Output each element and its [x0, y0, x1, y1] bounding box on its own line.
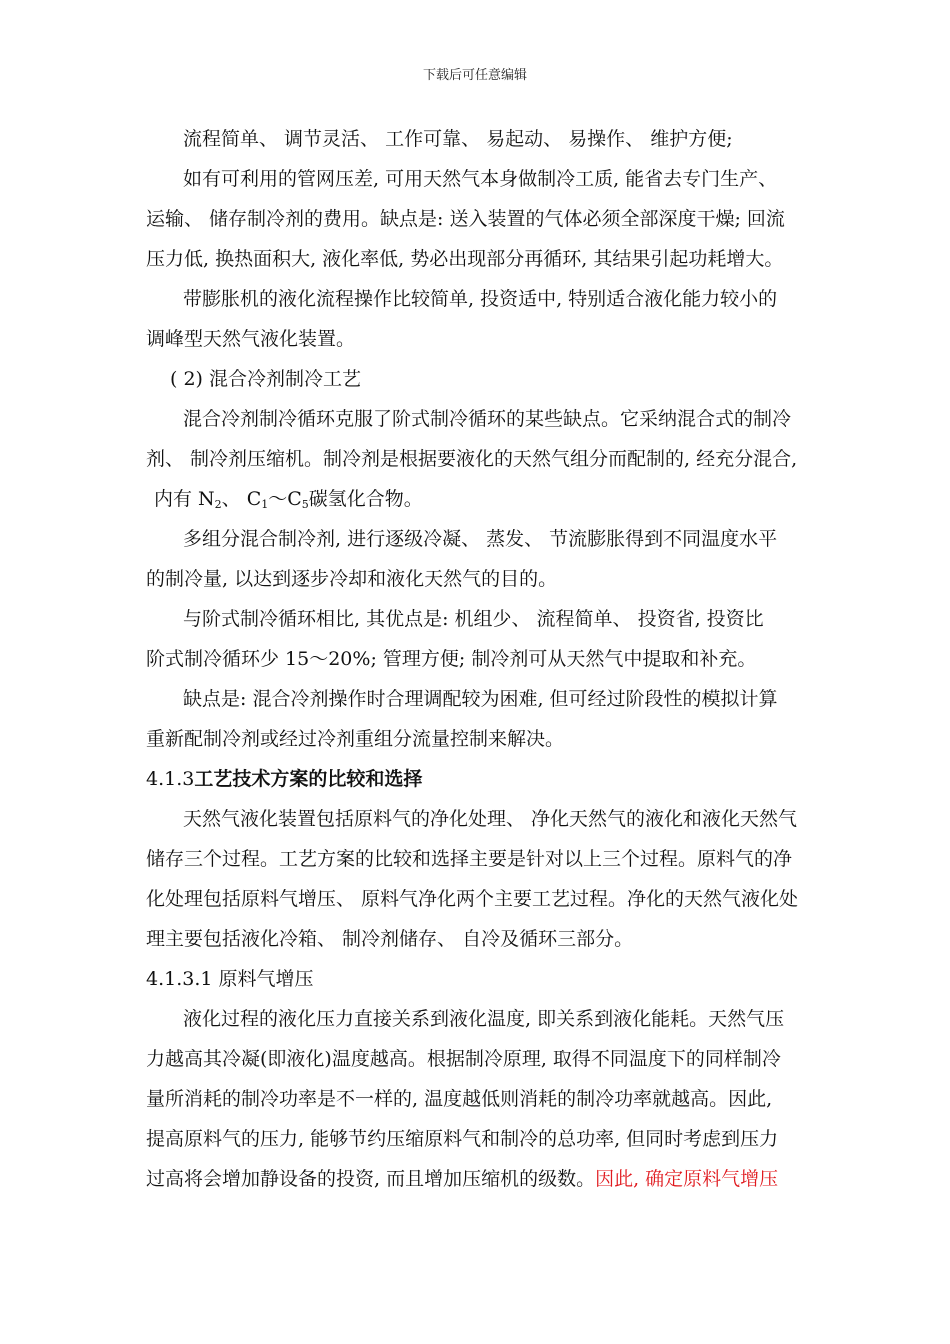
subscript: 2: [214, 498, 222, 511]
paragraph-line: 缺点是: 混合冷剂操作时合理调配较为困难, 但可经过阶段性的模拟计算: [183, 688, 778, 710]
paragraph-line: 液化过程的液化压力直接关系到液化温度, 即关系到液化能耗。天然气压: [183, 1008, 785, 1030]
paragraph-line: 重新配制冷剂或经过冷剂重组分流量控制来解决。: [146, 728, 565, 750]
paragraph-line: 如有可利用的管网压差, 可用天然气本身做制冷工质, 能省去专门生产、: [183, 168, 778, 190]
paragraph-line: 天然气液化装置包括原料气的净化处理、 净化天然气的液化和液化天然气: [183, 808, 798, 830]
paragraph-line: 混合冷剂制冷循环克服了阶式制冷循环的某些缺点。它采纳混合式的制冷: [183, 408, 792, 430]
paragraph-line: 带膨胀机的液化流程操作比较简单, 投资适中, 特别适合液化能力较小的: [183, 288, 778, 310]
paragraph-line: 调峰型天然气液化装置。: [146, 328, 356, 350]
formula-text: ～C: [268, 488, 302, 510]
highlighted-text: 因此, 确定原料气增压: [595, 1168, 779, 1190]
body-text: 过高将会增加静设备的投资, 而且增加压缩机的级数。: [146, 1168, 596, 1190]
paragraph-line: 力越高其冷凝(即液化)温度越高。根据制冷原理, 取得不同温度下的同样制冷: [146, 1048, 781, 1070]
paragraph-line: 提高原料气的压力, 能够节约压缩原料气和制冷的总功率, 但同时考虑到压力: [146, 1128, 779, 1150]
paragraph-line: 储存三个过程。工艺方案的比较和选择主要是针对以上三个过程。原料气的净: [146, 848, 793, 870]
paragraph-line: 理主要包括液化冷箱、 制冷剂储存、 自冷及循环三部分。: [146, 928, 634, 950]
paragraph-line: 多组分混合制冷剂, 进行逐级冷凝、 蒸发、 节流膨胀得到不同温度水平: [183, 528, 778, 550]
paragraph-line-formula: [154, 486, 423, 512]
paragraph-line: 与阶式制冷循环相比, 其优点是: 机组少、 流程简单、 投资省, 投资比: [183, 608, 764, 630]
section-title: 工艺技术方案的比较和选择: [194, 768, 423, 790]
paragraph-line: 运输、 储存制冷剂的费用。缺点是: 送入装置的气体必须全部深度干燥; 回流: [146, 208, 785, 230]
section-heading-4-1-3: [146, 766, 422, 792]
paragraph-line: 的制冷量, 以达到逐步冷却和液化天然气的目的。: [146, 568, 558, 590]
paragraph-line: 阶式制冷循环少 15～20%; 管理方便; 制冷剂可从天然气中提取和补充。: [146, 648, 757, 670]
formula-text: 内有 N: [154, 488, 215, 510]
paragraph-line: 剂、 制冷剂压缩机。制冷剂是根据要液化的天然气组分而配制的, 经充分混合,: [146, 448, 798, 470]
paragraph-line-highlighted: [146, 1166, 778, 1192]
subscript: 1: [261, 498, 269, 511]
paragraph-line: 量所消耗的制冷功率是不一样的, 温度越低则消耗的制冷功率就越高。因此,: [146, 1088, 773, 1110]
section-number: 4.1.3: [146, 768, 195, 790]
formula-text: 、 C: [221, 488, 262, 510]
subsection-heading: ( 2) 混合冷剂制冷工艺: [170, 368, 361, 390]
paragraph-line: 压力低, 换热面积大, 液化率低, 势必出现部分再循环, 其结果引起功耗增大。: [146, 248, 784, 270]
page-header: 下载后可任意编辑: [422, 68, 527, 83]
formula-text: 碳氢化合物。: [308, 488, 423, 510]
subscript: 5: [301, 498, 309, 511]
paragraph-line: 流程简单、 调节灵活、 工作可靠、 易起动、 易操作、 维护方便;: [183, 128, 733, 150]
paragraph-line: 化处理包括原料气增压、 原料气净化两个主要工艺过程。净化的天然气液化处: [146, 888, 799, 910]
section-heading-4-1-3-1: 4.1.3.1 原料气增压: [146, 968, 314, 990]
